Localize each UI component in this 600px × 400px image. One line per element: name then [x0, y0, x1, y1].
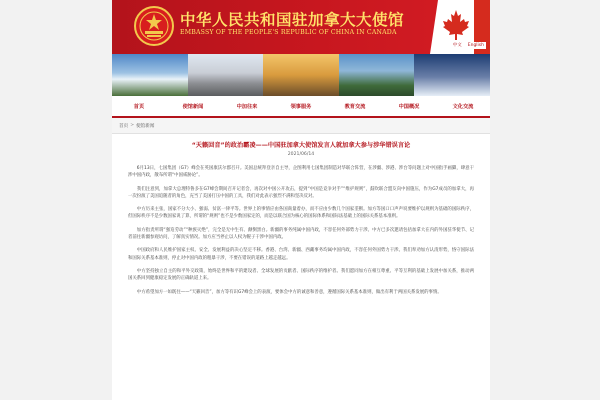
article-paragraph: 中方坚持独立自主的和平外交政策，始终是世界和平的建设者、全球发展的贡献者、国际秩序的维护者。我们愿同加方在相互尊重、平等互利的基础上发展中加关系，推动两国关系回到健康稳定发展的正确轨道上来。	[128, 268, 474, 282]
article	[112, 134, 490, 296]
photo-great-wall	[188, 54, 264, 96]
main-nav	[112, 96, 490, 118]
national-emblem-icon	[134, 6, 174, 46]
lang-english-link[interactable]: English	[467, 43, 484, 48]
nav-consular-services[interactable]: 领事服务	[290, 103, 312, 110]
article-paragraph: 中方历来主张，国家不分大小、强弱、贫富一律平等。世界上的事情应由各国商量着办，而不应由少数几个国家垄断。加方等国口口声声说要维护以规则为基础的国际秩序，但国际秩序不是少数国家说了算，所谓的“规则”也不是少数国家定的，而是以联合国为核心的国际体系和国际法基础上的国际关系基本准则。	[128, 207, 474, 220]
embassy-title-cn: 中华人民共和国驻加拿大大使馆	[180, 10, 405, 29]
article-date: 2021/06/14	[287, 152, 315, 157]
lang-chinese-link[interactable]: 中文	[452, 43, 462, 48]
breadcrumb-separator: >	[130, 123, 135, 128]
article-paragraph: 加方指责所谓“强迫劳动”“种族灭绝”，完全是无中生有、颠倒黑白。新疆的事务纯属中国内政，不容任何外部势力干涉。中方已多次邀请包括加拿大在内的外国驻华使节、记者前往新疆参观访问，了解真实情况。加方应当停止以人权为幌子干涉中国内政。	[128, 227, 474, 241]
breadcrumb-current-link[interactable]: 使馆新闻	[136, 123, 155, 129]
site-container	[112, 0, 490, 400]
nav-china-canada-exchanges[interactable]: 中加往来	[236, 103, 258, 110]
photo-city-skyline	[414, 54, 490, 96]
article-title: “天籁回音”的政治霸凌——中国驻加拿大使馆发言人就加拿大参与涉华错误言论	[191, 142, 411, 149]
article-paragraph: 中方希望加方一如既往——“天籁回音”，加方等有识G7峰会上的表演，要体会中方的诚意和善意，遵循国际关系基本准则，做出有利于两国关系发展的事情。	[136, 289, 442, 295]
photo-strip	[112, 54, 490, 96]
article-paragraph: 我们注意到，加拿大总理特鲁多在G7峰会期间召开记者会，再次对中国公开攻击，提到“中国是竞争对手”“维护规则”，鼓吹联合盟友向中国施压，作为G7成员的加拿大，再一次扮演了美国追随者的角色，充当了美国打压中国的工具，我们对此表示强烈不满和坚决反对。	[128, 186, 474, 199]
photo-mountain	[339, 54, 415, 96]
header-banner	[112, 0, 490, 54]
embassy-title-en: EMBASSY OF THE PEOPLE'S REPUBLIC OF CHINA IN CANADA	[180, 29, 397, 36]
breadcrumb	[112, 118, 490, 134]
breadcrumb-home-link[interactable]: 首页	[119, 123, 129, 129]
nav-culture-exchange[interactable]: 文化交流	[452, 103, 474, 110]
article-paragraph: 中国政府和人民维护国家主权、安全、发展利益的决心坚定不移。香港、台湾、新疆、西藏事务均属中国内政，不容任何外国势力干涉。我们奉劝加方认清形势，恪守国际法和国际关系基本准则，停止对中国内政的粗暴干涉，不要在错误的道路上越走越远。	[128, 248, 474, 261]
nav-home[interactable]: 首页	[133, 103, 145, 110]
nav-china-overview[interactable]: 中国概况	[398, 103, 420, 110]
photo-autumn-lake	[263, 54, 339, 96]
language-switcher	[451, 42, 486, 49]
photo-niagara	[112, 54, 188, 96]
nav-embassy-news[interactable]: 使馆新闻	[182, 103, 204, 110]
article-paragraph: 6月13日，七国集团（G7）峰会在英国康沃尔郡召开。美国总统拜登亲自主导，企图利用七国集团制造对华联合阵营，在涉疆、涉港、涉台等问题上对中国指手画脚，肆意干涉中国内政，散布所谓“中国威胁论”。	[128, 166, 474, 179]
nav-education-exchange[interactable]: 教育交流	[344, 103, 366, 110]
